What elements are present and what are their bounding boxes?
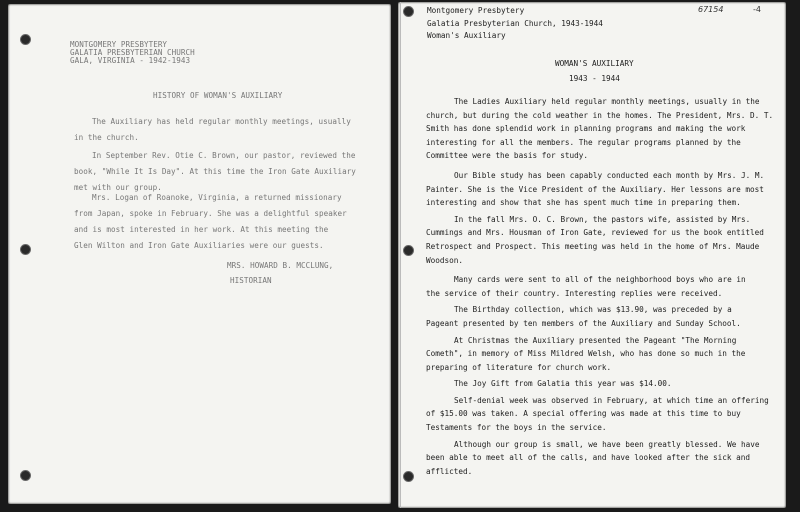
text-line: Although our group is small, we have been greatly blessed. We have [454, 439, 760, 449]
paragraph [426, 303, 773, 330]
punch-hole [403, 6, 414, 17]
left-document-page [8, 4, 391, 504]
text-line: Painter. She is the Vice President of the Auxiliary. Her lessons are most [426, 184, 764, 194]
text-line: the service of their country. Interesting replies were received. [426, 288, 723, 298]
text-line: Pageant presented by ten members of the Auxiliary and Sunday School. [426, 318, 741, 328]
punch-hole [403, 245, 414, 256]
archive-ref-mark: -4 [753, 5, 761, 14]
paragraph [426, 273, 773, 300]
punch-hole [20, 34, 31, 45]
header-line: MONTGOMERY PRESBYTERY [70, 40, 168, 49]
text-line: Our Bible study has been capably conducted each month by Mrs. J. M. [454, 170, 765, 180]
text-line: preparing of literature for church work. [426, 362, 612, 372]
punch-hole [20, 244, 31, 255]
left-paragraph-3 [74, 190, 347, 254]
paragraph [426, 377, 773, 391]
text-line: Cummings and Mrs. Housman of Iron Gate, reviewed for us the book entitled [426, 228, 764, 238]
paragraph [426, 169, 773, 210]
text-line: interesting and show that she has spent much time in preparing them. [426, 198, 741, 208]
text-line: of $15.00 was taken. A special offering was made at this time to buy [426, 409, 741, 419]
text-line: been able to meet all of the calls, and have looked after the sick and [426, 453, 750, 463]
text-line: Self-denial week was observed in February, at which time an offering [454, 395, 769, 405]
text-line: Committee were the basis for study. [426, 151, 588, 161]
paragraph [426, 213, 773, 267]
text-line: The Joy Gift from Galatia this year was $14.00. [454, 379, 672, 389]
punch-hole [20, 470, 31, 481]
left-signature [227, 258, 333, 288]
text-line: and is most interested in her work. At this meeting the [74, 225, 329, 234]
text-line: In September Rev. Otie C. Brown, our pastor, reviewed the [92, 151, 356, 160]
archive-ref-code: 67154 [698, 5, 724, 14]
paragraph [426, 334, 773, 375]
header-line: Galatia Presbyterian Church, 1943-1944 [427, 18, 603, 28]
punch-hole [403, 471, 414, 482]
right-body [426, 95, 773, 478]
signature-name: MRS. HOWARD B. MCCLUNG, [227, 261, 334, 270]
text-line: The Ladies Auxiliary held regular monthly meetings, usually in the [454, 97, 760, 106]
header-line: GALATIA PRESBYTERIAN CHURCH [70, 48, 195, 57]
left-header [70, 39, 195, 66]
header-line: Woman's Auxiliary [427, 31, 506, 40]
text-line: Smith has done splendid work in planning programs and making the work [426, 124, 746, 134]
text-line: Retrospect and Prospect. This meeting was held in the home of Mrs. Maude [426, 241, 760, 251]
right-subtitle: 1943 - 1944 [569, 74, 620, 83]
left-title: HISTORY OF WOMAN'S AUXILIARY [153, 91, 283, 100]
text-line: In the fall Mrs. O. C. Brown, the pastors wife, assisted by Mrs. [454, 214, 751, 224]
left-paragraph-1 [74, 114, 351, 146]
text-line: Testaments for the boys in the service. [426, 423, 607, 433]
text-line: Glen Wilton and Iron Gate Auxiliaries were our guests. [74, 241, 324, 250]
text-line: The Auxiliary has held regular monthly meetings, usually [92, 117, 351, 126]
text-line: church, but during the cold weather in the homes. The President, Mrs. D. T. [426, 110, 774, 120]
text-line: from Japan, spoke in February. She was a delightful speaker [74, 209, 347, 218]
text-line: Many cards were sent to all of the neighborhood boys who are in [454, 275, 746, 285]
right-header [427, 5, 603, 43]
signature-role: HISTORIAN [230, 276, 272, 285]
text-line: afflicted. [426, 466, 473, 476]
left-paragraph-2 [74, 148, 356, 196]
paragraph [426, 394, 773, 435]
header-line: Montgomery Presbytery [427, 6, 525, 15]
right-title: WOMAN'S AUXILIARY [555, 59, 634, 68]
paragraph [426, 95, 773, 163]
text-line: in the church. [74, 133, 139, 142]
text-line: The Birthday collection, which was $13.90, was preceded by a [454, 305, 732, 315]
text-line: Cometh", in memory of Miss Mildred Welsh, who has done so much in the [426, 349, 746, 359]
text-line: At Christmas the Auxiliary presented the Pageant "The Morning [454, 335, 737, 345]
page-edge [400, 2, 401, 508]
header-line: GALA, VIRGINIA - 1942-1943 [70, 56, 191, 65]
right-document-page [398, 2, 786, 508]
text-line: Woodson. [426, 255, 464, 265]
text-line: Mrs. Logan of Roanoke, Virginia, a returned missionary [92, 193, 342, 202]
paragraph [426, 438, 773, 479]
text-line: book, "While It Is Day". At this time the Iron Gate Auxiliary [74, 167, 356, 176]
text-line: met with our group. [74, 183, 162, 192]
text-line: interesting for all the members. The regular programs planned by the [426, 137, 741, 147]
